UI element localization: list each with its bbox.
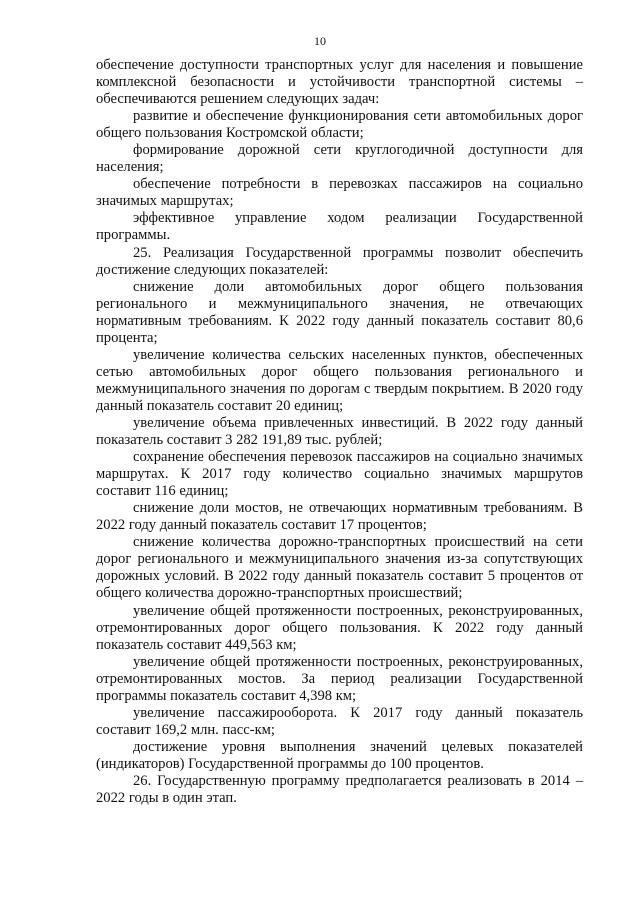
paragraph: обеспечение доступности транспортных услуг для населения и повышение комплексной безопасности и устойчивости транспортной системы – обеспечиваются решением следующих задач: xyxy=(96,57,583,108)
page-number: 10 xyxy=(314,34,326,48)
paragraph: снижение доли автомобильных дорог общего пользования регионального и межмуниципального значения, не отвечающих нормативным требованиям. К 2022 году данный показатель составит 80,6 процента; xyxy=(96,278,583,346)
paragraph: 26. Государственную программу предполагается реализовать в 2014 – 2022 годы в один этап. xyxy=(96,772,583,807)
paragraph: эффективное управление ходом реализации Государственной программы. xyxy=(96,210,583,244)
paragraph: достижение уровня выполнения значений целевых показателей (индикаторов) Государственной программы до 100 процентов. xyxy=(96,738,583,772)
paragraph: сохранение обеспечения перевозок пассажиров на социально значимых маршрутах. К 2017 году количество социально значимых маршрутов составит 116 единиц; xyxy=(96,449,583,500)
paragraph: обеспечение потребности в перевозках пассажиров на социально значимых маршрутах; xyxy=(96,176,583,210)
paragraph: формирование дорожной сети круглогодичной доступности для населения; xyxy=(96,142,583,176)
paragraph: снижение количества дорожно-транспортных происшествий на сети дорог регионального и межмуниципального значения из-за сопутствующих дорожных условий. В 2022 году данный показатель составит 5 процентов от общего количества дорожно-транспортных происшествий; xyxy=(96,534,583,602)
paragraph: увеличение общей протяженности построенных, реконструированных, отремонтированных мостов. За период реализации Государственной программы показатель составит 4,398 км; xyxy=(96,653,583,704)
paragraph: 25. Реализация Государственной программы позволит обеспечить достижение следующих показателей: xyxy=(96,244,583,278)
paragraph: увеличение объема привлеченных инвестиций. В 2022 году данный показатель составит 3 282 191,89 тыс. рублей; xyxy=(96,414,583,449)
paragraph: увеличение количества сельских населенных пунктов, обеспеченных сетью автомобильных дорог общего пользования регионального и межмуниципального значения по дорогам с твердым покрытием. В 2020 году данный показатель составит 20 единиц; xyxy=(96,346,583,414)
paragraph: увеличение пассажирооборота. К 2017 году данный показатель составит 169,2 млн. пасс-км; xyxy=(96,704,583,738)
paragraph: развитие и обеспечение функционирования сети автомобильных дорог общего пользования Костромской области; xyxy=(96,108,583,142)
document-body xyxy=(96,57,583,807)
paragraph: увеличение общей протяженности построенных, реконструированных, отремонтированных дорог общего пользования. К 2022 году данный показатель составит 449,563 км; xyxy=(96,602,583,653)
paragraph: снижение доли мостов, не отвечающих нормативным требованиям. В 2022 году данный показатель составит 17 процентов; xyxy=(96,500,583,534)
